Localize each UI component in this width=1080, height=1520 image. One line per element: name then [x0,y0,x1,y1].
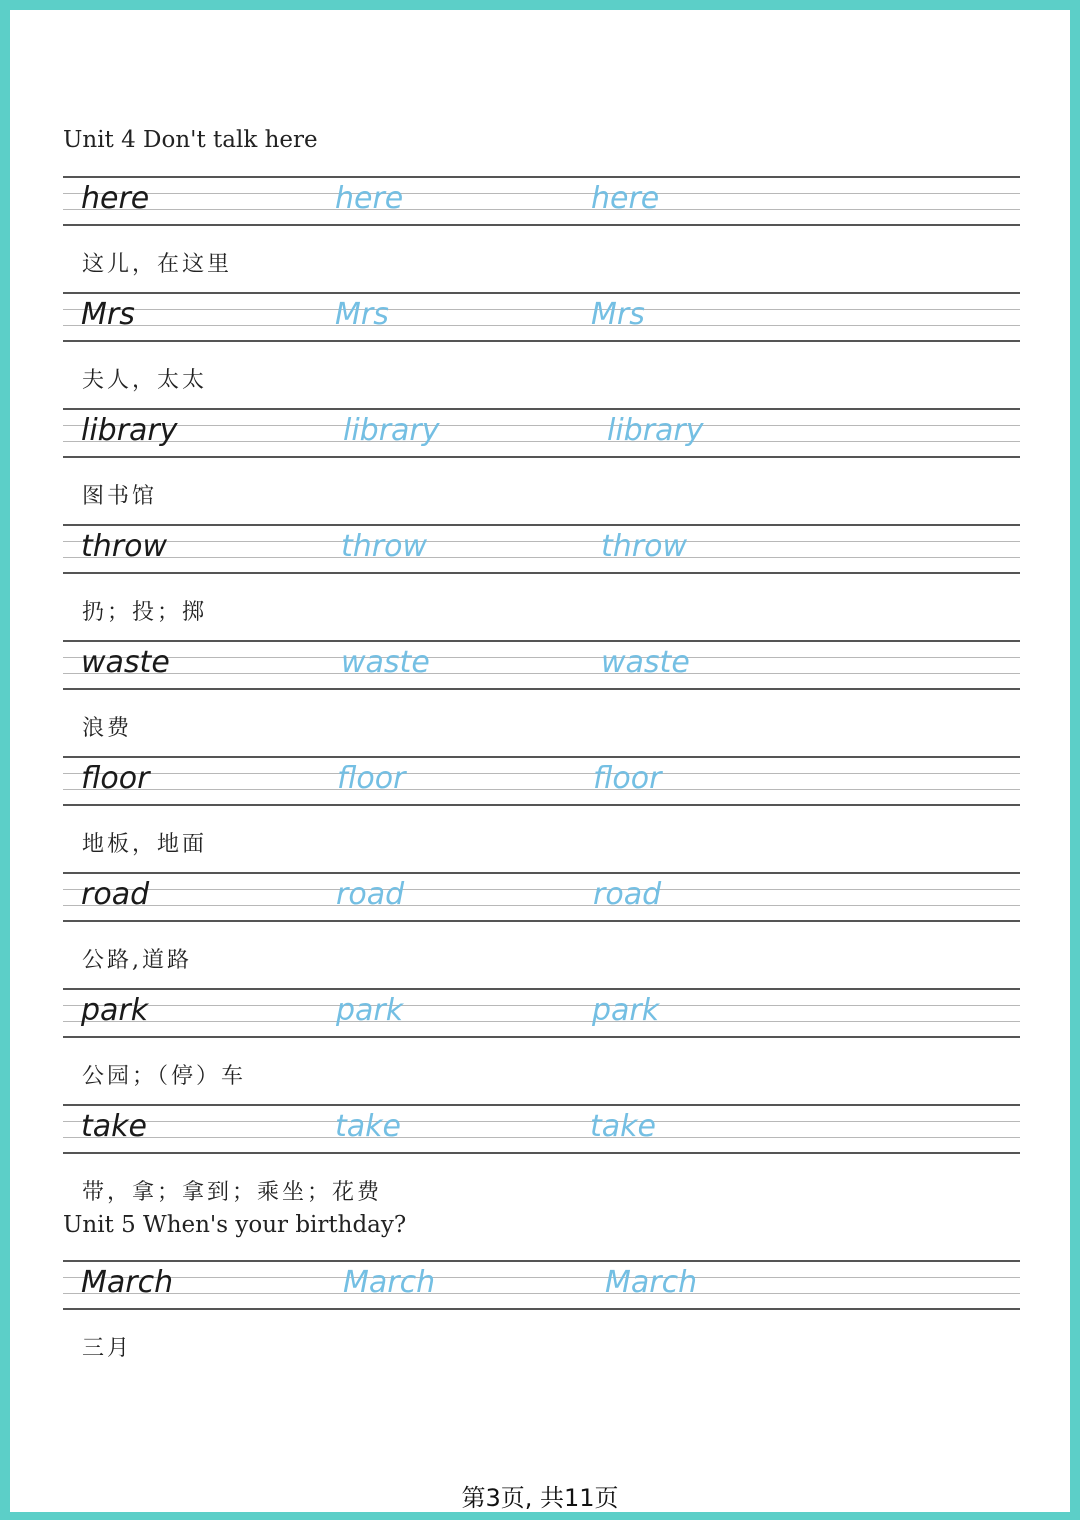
model-word: library [81,413,178,448]
ruling-line [63,872,1020,874]
word-meaning: 这儿，在这里 [82,252,233,277]
ruling-line [63,292,1020,294]
ruling-line [63,572,1020,574]
ruling-line [63,804,1020,806]
ruling-line [63,920,1020,922]
model-word: Mrs [81,297,135,332]
ruling-line [63,673,1020,674]
trace-word: here [591,181,660,216]
ruling-line [63,1104,1020,1106]
unit-5-title: Unit 5 When's your birthday? [63,1212,407,1238]
handwriting-row-take [63,1104,1020,1154]
trace-word: Mrs [335,297,389,332]
ruling-line [63,1293,1020,1294]
ruling-line [63,1021,1020,1022]
handwriting-row-park [63,988,1020,1038]
ruling-line [63,441,1020,442]
page-footer: 第3页, 共11页 [461,1484,619,1512]
ruling-line [63,541,1020,542]
ruling-line [63,176,1020,178]
handwriting-row-mrs [63,292,1020,342]
unit-4-title: Unit 4 Don't talk here [63,127,318,153]
word-meaning: 公路,道路 [82,948,192,973]
handwriting-row-library [63,408,1020,458]
ruling-line [63,1152,1020,1154]
trace-word: take [590,1109,656,1144]
model-word: road [81,877,150,912]
handwriting-row-waste [63,640,1020,690]
trace-word: Mrs [591,297,645,332]
ruling-line [63,408,1020,410]
handwriting-row-here [63,176,1020,226]
trace-word: March [343,1265,436,1300]
model-word: waste [81,645,170,680]
model-word: March [81,1265,174,1300]
trace-word: March [605,1265,698,1300]
trace-word: road [336,877,405,912]
word-meaning: 夫人，太太 [82,368,208,393]
trace-word: waste [601,645,690,680]
ruling-line [63,309,1020,310]
trace-word: library [343,413,440,448]
trace-word: floor [337,761,406,796]
model-word: take [81,1109,147,1144]
ruling-line [63,1260,1020,1262]
trace-word: here [335,181,404,216]
word-meaning: 扔；投；掷 [82,600,208,625]
ruling-line [63,1137,1020,1138]
trace-word: waste [341,645,430,680]
trace-word: floor [593,761,662,796]
ruling-line [63,756,1020,758]
ruling-line [63,557,1020,558]
handwriting-row-march [63,1260,1020,1310]
word-meaning: 浪费 [82,716,133,741]
ruling-line [63,1121,1020,1122]
trace-word: park [336,993,404,1028]
word-meaning: 三月 [82,1336,133,1361]
ruling-line [63,224,1020,226]
word-meaning: 地板，地面 [82,832,208,857]
ruling-line [63,1005,1020,1006]
ruling-line [63,640,1020,642]
trace-word: park [592,993,660,1028]
handwriting-row-road [63,872,1020,922]
ruling-line [63,773,1020,774]
handwriting-row-throw [63,524,1020,574]
ruling-line [63,1036,1020,1038]
model-word: here [81,181,150,216]
ruling-line [63,340,1020,342]
ruling-line [63,193,1020,194]
ruling-line [63,789,1020,790]
word-meaning: 公园；（停）车 [82,1064,247,1089]
ruling-line [63,657,1020,658]
ruling-line [63,524,1020,526]
ruling-line [63,325,1020,326]
handwriting-row-floor [63,756,1020,806]
model-word: throw [81,529,168,564]
ruling-line [63,988,1020,990]
model-word: floor [81,761,150,796]
ruling-line [63,1277,1020,1278]
trace-word: throw [601,529,688,564]
trace-word: take [335,1109,401,1144]
trace-word: throw [341,529,428,564]
ruling-line [63,1308,1020,1310]
ruling-line [63,425,1020,426]
ruling-line [63,905,1020,906]
ruling-line [63,688,1020,690]
ruling-line [63,456,1020,458]
word-meaning: 带，拿；拿到；乘坐；花费 [82,1180,383,1205]
word-meaning: 图书馆 [82,484,158,509]
trace-word: library [607,413,704,448]
model-word: park [81,993,149,1028]
ruling-line [63,889,1020,890]
trace-word: road [593,877,662,912]
ruling-line [63,209,1020,210]
